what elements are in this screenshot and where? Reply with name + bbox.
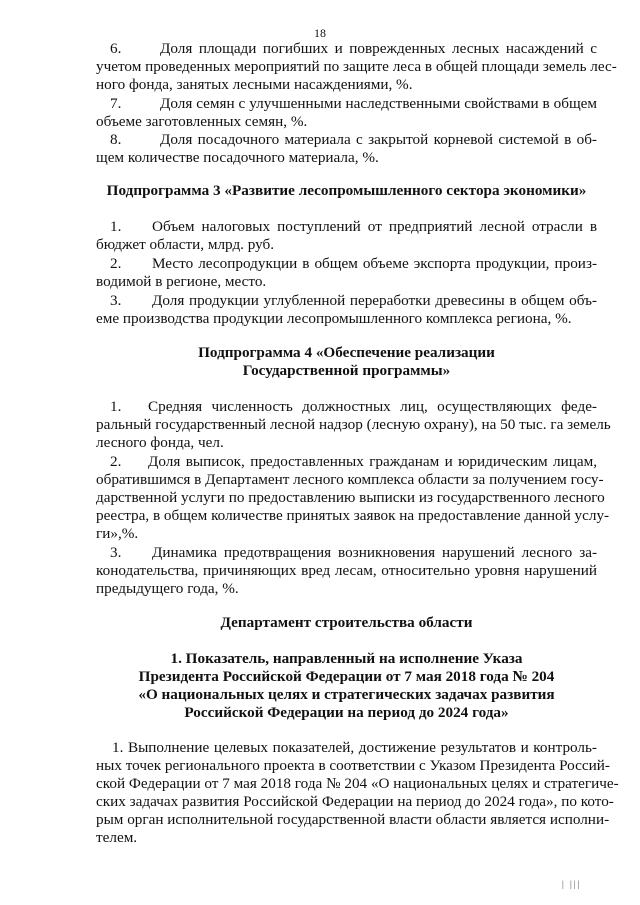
sub4-item-2-line-2: обратившимся в Департамент лесного комплекса области за получением госу- bbox=[96, 471, 604, 488]
sub4-item-2-line-5: ги»,%. bbox=[96, 525, 139, 542]
subprogram-4-title-line-2: Государственной программы» bbox=[242, 362, 451, 379]
sub4-item-2-line-3: дарственной услуги по предоставлению выписки из государственного лесного bbox=[96, 489, 605, 506]
item-6-line-3: ного фонда, занятых лесными насаждениями, %. bbox=[96, 76, 413, 93]
item-7-line-1: 7. Доля семян с улучшенными наследственными свойствами в общем bbox=[110, 95, 597, 112]
item-number: 6. bbox=[110, 40, 122, 57]
indicator-heading-line-1: 1. Показатель, направленный на исполнение Указа bbox=[170, 650, 523, 667]
sub4-item-2-line-1: 2. Доля выписок, предоставленных гражданам и юридическим лицам, bbox=[110, 453, 597, 470]
indicator-heading-line-2: Президента Российской Федерации от 7 мая 2018 года № 204 bbox=[138, 668, 555, 685]
dept-paragraph-line-2: ных точек регионального проекта в соответствии с Указом Президента Россий- bbox=[96, 757, 610, 774]
page-number: 18 bbox=[314, 26, 326, 40]
item-number: 3. bbox=[110, 544, 122, 561]
dept-paragraph-line-1: 1. Выполнение целевых показателей, достижение результатов и контроль- bbox=[112, 739, 597, 756]
item-number: 8. bbox=[110, 131, 122, 148]
sub3-item-3-line-2: еме производства продукции лесопромышленного комплекса региона, %. bbox=[96, 310, 572, 327]
item-number: 2. bbox=[110, 453, 122, 470]
item-number: 2. bbox=[110, 255, 122, 272]
item-number: 3. bbox=[110, 292, 122, 309]
dept-paragraph-line-5: рым орган исполнительной государственной власти области является исполни- bbox=[96, 811, 610, 828]
sub3-item-1-line-1: 1. Объем налоговых поступлений от предприятий лесной отрасли в bbox=[110, 218, 597, 235]
item-8-line-1: 8. Доля посадочного материала с закрытой корневой системой в об- bbox=[110, 131, 597, 148]
sub4-item-1-line-2: ральный государственный лесной надзор (лесную охрану), на 50 тыс. га земель bbox=[96, 416, 611, 433]
item-7-line-2: объеме заготовленных семян, %. bbox=[96, 113, 308, 130]
sub4-item-3-line-1: 3. Динамика предотвращения возникновения нарушений лесного за- bbox=[110, 544, 597, 561]
item-number: 1. bbox=[110, 218, 122, 235]
indicator-heading-line-3: «О национальных целях и стратегических задачах развития bbox=[138, 686, 555, 703]
subprogram-3-title: Подпрограмма 3 «Развитие лесопромышленного сектора экономики» bbox=[106, 182, 587, 199]
sub4-item-3-line-3: предыдущего года, %. bbox=[96, 580, 239, 597]
item-8-line-2: щем количестве посадочного материала, %. bbox=[96, 149, 379, 166]
scan-mark: | ||| bbox=[562, 879, 582, 889]
sub4-item-1-line-3: лесного фонда, чел. bbox=[96, 434, 224, 451]
sub3-item-2-line-1: 2. Место лесопродукции в общем объеме экспорта продукции, произ- bbox=[110, 255, 597, 272]
dept-paragraph-line-6: телем. bbox=[96, 829, 138, 846]
dept-paragraph-line-4: ских задачах развития Российской Федерации на период до 2024 года», по кото- bbox=[96, 793, 614, 810]
item-number: 7. bbox=[110, 95, 122, 112]
sub4-item-2-line-4: реестра, в общем количестве принятых заявок на предоставление данной услу- bbox=[96, 507, 610, 524]
item-6-line-1: 6. Доля площади погибших и поврежденных лесных насаждений с bbox=[110, 40, 597, 57]
dept-paragraph-line-3: ской Федерации от 7 мая 2018 года № 204 «О национальных целях и стратегиче- bbox=[96, 775, 619, 792]
sub4-item-3-line-2: конодательства, причиняющих вред лесам, относительно уровня нарушений bbox=[96, 562, 597, 579]
sub3-item-1-line-2: бюджет области, млрд. руб. bbox=[96, 236, 275, 253]
item-number: 1. bbox=[110, 398, 122, 415]
item-6-line-2: учетом проведенных мероприятий по защите леса в общей площади земель лес- bbox=[96, 58, 617, 75]
department-title: Департамент строительства области bbox=[220, 614, 473, 631]
subprogram-4-title-line-1: Подпрограмма 4 «Обеспечение реализации bbox=[198, 344, 495, 361]
sub4-item-1-line-1: 1. Средняя численность должностных лиц, осуществляющих феде- bbox=[110, 398, 597, 415]
indicator-heading-line-4: Российской Федерации на период до 2024 года» bbox=[184, 704, 509, 721]
sub3-item-2-line-2: водимой в регионе, место. bbox=[96, 273, 267, 290]
sub3-item-3-line-1: 3. Доля продукции углубленной переработки древесины в общем объ- bbox=[110, 292, 597, 309]
